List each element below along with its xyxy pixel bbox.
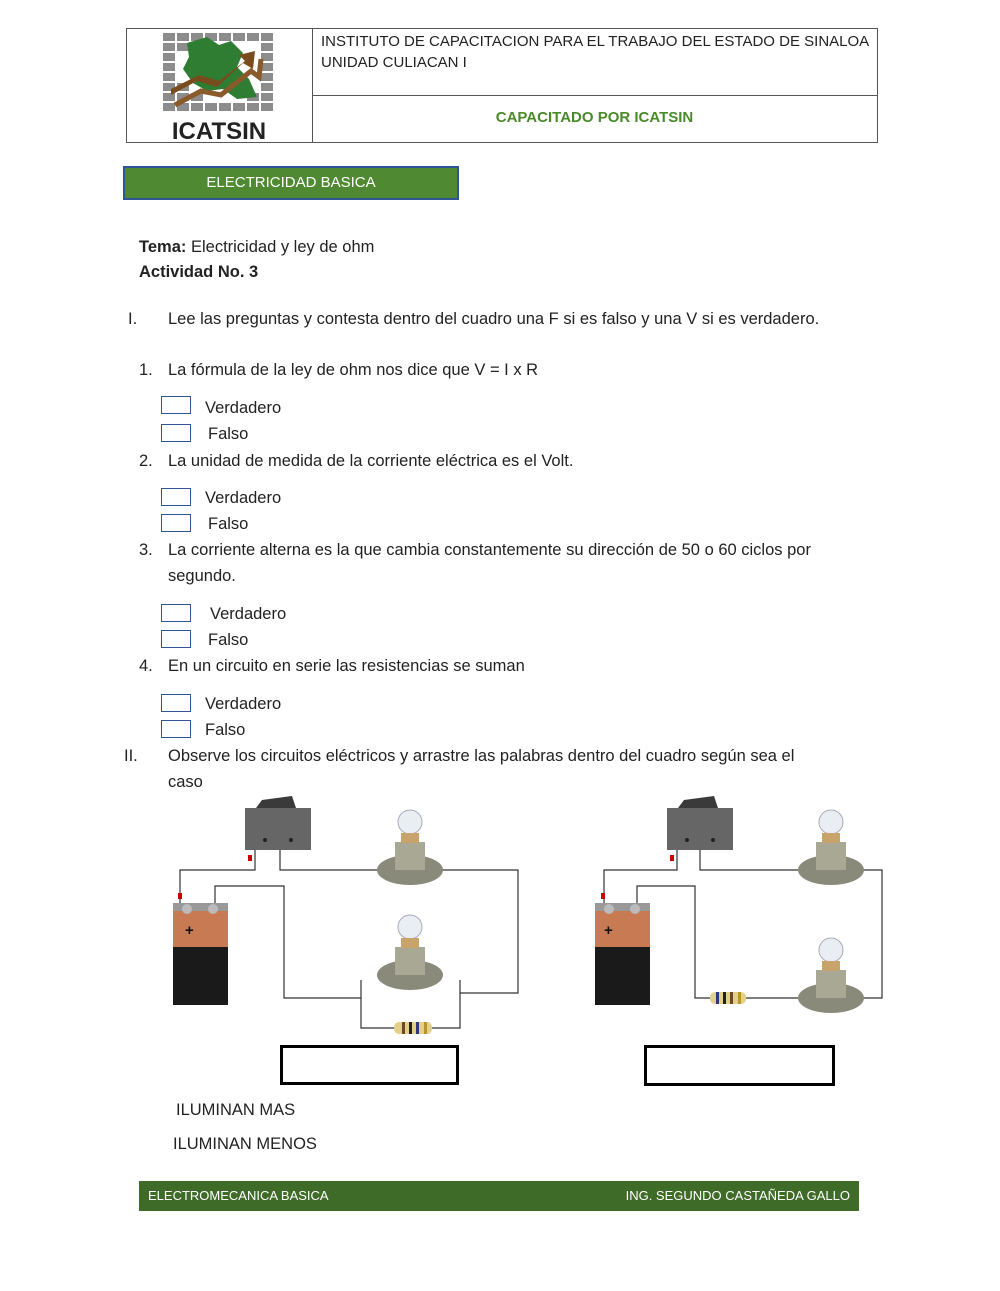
question-2-number: 2. [139, 452, 153, 470]
question-3-text-line-2: segundo. [168, 567, 236, 585]
question-1-text: La fórmula de la ley de ohm nos dice que V = I x R [168, 361, 539, 379]
footer-right-text: ING. SEGUNDO CASTAÑEDA GALLO [625, 1188, 850, 1203]
question-3-false-label: Falso [208, 631, 249, 649]
question-1-false-label: Falso [208, 425, 249, 443]
question-2-false-label: Falso [208, 515, 249, 533]
question-1-number: 1. [139, 361, 153, 379]
institute-line-2: UNIDAD CULIACAN I [321, 54, 467, 71]
drop-zone-circuit-1[interactable] [280, 1045, 459, 1085]
battery-plus-symbol: + [185, 922, 194, 939]
section-2-numeral: II. [124, 747, 138, 765]
question-4-false-label: Falso [205, 721, 246, 739]
activity-label: Actividad No. 3 [139, 263, 259, 281]
footer-bar [139, 1181, 859, 1211]
question-1-true-label: Verdadero [205, 399, 282, 417]
topic-value: Electricidad y ley de ohm [190, 238, 375, 256]
logo-text: ICATSIN [171, 118, 267, 145]
battery-icon [595, 903, 650, 1005]
resistor-icon [710, 992, 746, 1004]
question-2-text: La unidad de medida de la corriente eléctrica es el Volt. [168, 452, 574, 470]
footer-left-text: ELECTROMECANICA BASICA [148, 1188, 329, 1203]
question-3-true-label: Verdadero [210, 605, 287, 623]
section-1-instruction: Lee las preguntas y contesta dentro del cuadro una F si es falso y una V si es verdadero. [168, 310, 820, 328]
drag-word-iluminan-menos[interactable]: ILUMINAN MENOS [173, 1135, 317, 1153]
battery-plus-symbol: + [604, 922, 613, 939]
section-2-instruction-line-1: Observe los circuitos eléctricos y arrastre las palabras dentro del cuadro según sea el [168, 747, 795, 765]
lamp-icon [798, 810, 864, 885]
question-2-true-label: Verdadero [205, 489, 282, 507]
topic-label: Tema: [139, 238, 187, 256]
capacitado-label: CAPACITADO POR ICATSIN [495, 109, 694, 126]
section-2-instruction-line-2: caso [168, 773, 203, 791]
lamp-icon [798, 938, 864, 1013]
course-title-bar: ELECTRICIDAD BASICA [123, 166, 459, 200]
question-4-text: En un circuito en serie las resistencias se suman [168, 657, 525, 675]
question-4-true-label: Verdadero [205, 695, 282, 713]
question-3-number: 3. [139, 541, 153, 559]
section-1-numeral: I. [128, 310, 138, 328]
question-4-number: 4. [139, 657, 153, 675]
drag-word-iluminan-mas[interactable]: ILUMINAN MAS [176, 1101, 296, 1119]
drop-zone-circuit-2[interactable] [644, 1045, 835, 1086]
institute-line-1: INSTITUTO DE CAPACITACION PARA EL TRABAJO DEL ESTADO DE SINALOA [321, 33, 870, 50]
question-3-text-line-1: La corriente alterna es la que cambia constantemente su dirección de 50 o 60 ciclos por [168, 541, 811, 559]
